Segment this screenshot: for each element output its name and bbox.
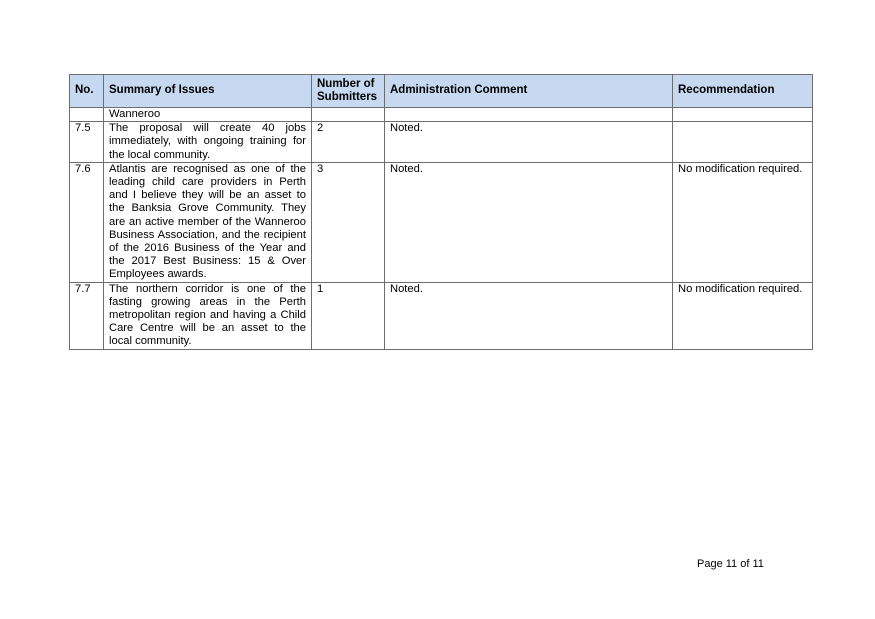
row-comment: Noted. [385,122,673,163]
row-no: 7.5 [70,122,104,163]
row-no: 7.7 [70,282,104,349]
row-recommendation [673,122,813,163]
page-number: Page 11 of 11 [697,558,764,570]
issues-table [69,74,813,350]
table-row [70,282,813,349]
header-comment: Administration Comment [385,75,673,108]
header-summary: Summary of Issues [104,75,312,108]
row-recommendation: No modification required. [673,282,813,349]
row-summary: Wanneroo [104,108,312,122]
header-submitters: Number of Submitters [312,75,385,108]
row-submitters: 2 [312,122,385,163]
table-row [70,122,813,163]
row-no: 7.6 [70,162,104,282]
row-recommendation [673,108,813,122]
row-comment: Noted. [385,162,673,282]
header-no: No. [70,75,104,108]
table-header-row [70,75,813,108]
row-summary: The proposal will create 40 jobs immediately, with ongoing training for the local community. [104,122,312,163]
row-no [70,108,104,122]
row-comment [385,108,673,122]
header-recommendation: Recommendation [673,75,813,108]
row-recommendation: No modification required. [673,162,813,282]
row-submitters: 3 [312,162,385,282]
table-row [70,108,813,122]
row-submitters: 1 [312,282,385,349]
row-comment: Noted. [385,282,673,349]
row-summary: Atlantis are recognised as one of the leading child care providers in Perth and I believe they will be an asset to the Banksia Grove Community. They are an active member of the Wanneroo Business Association, and the recipient of the 2016 Business of the Year and the 2017 Best Business: 15 & Over Employees awards. [104,162,312,282]
row-summary: The northern corridor is one of the fasting growing areas in the Perth metropolitan region and having a Child Care Centre will be an asset to the local community. [104,282,312,349]
row-submitters [312,108,385,122]
table-row [70,162,813,282]
